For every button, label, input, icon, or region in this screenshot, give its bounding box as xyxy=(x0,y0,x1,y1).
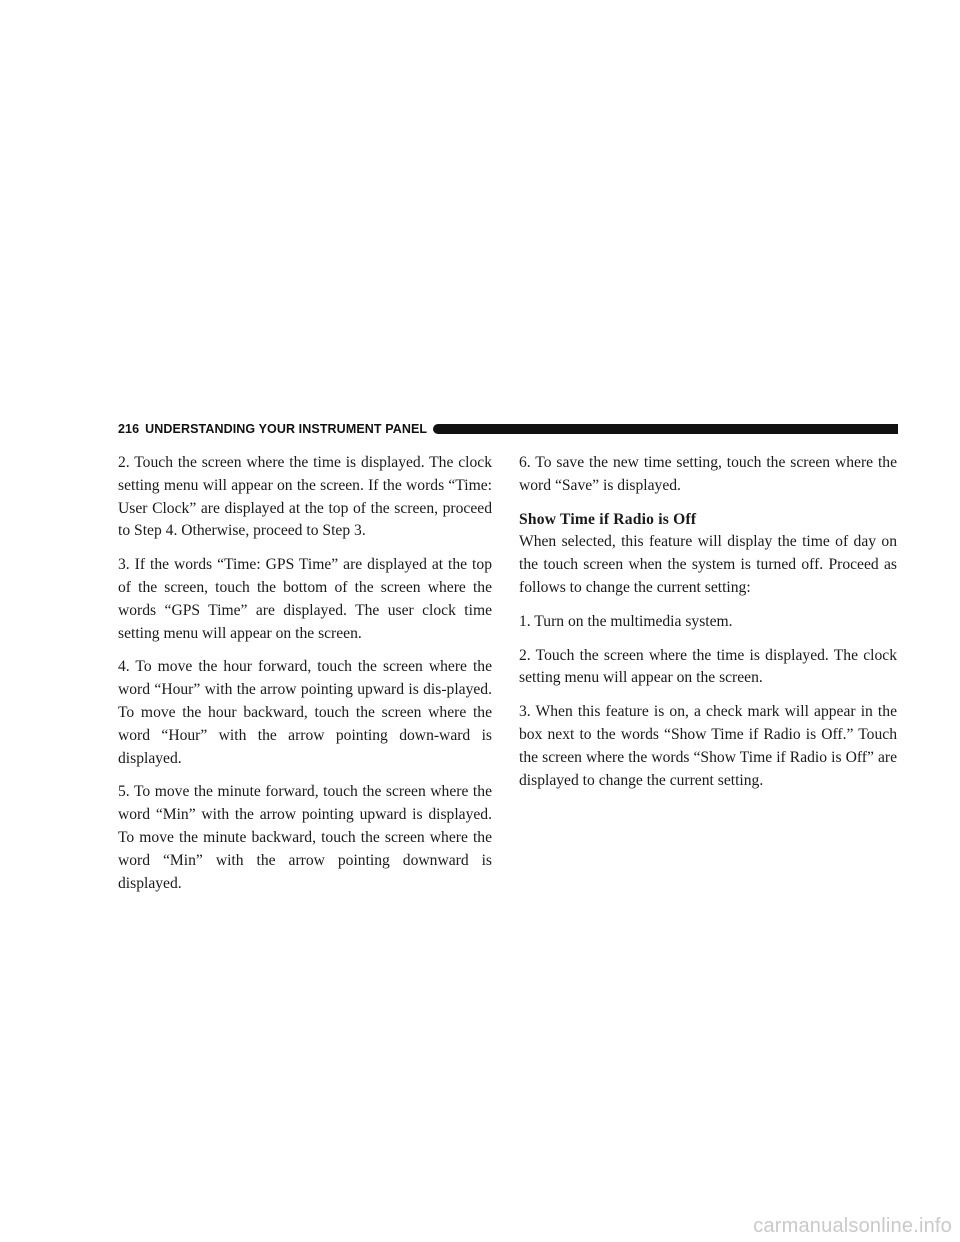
section-step-1-paragraph: 1. Turn on the multimedia system. xyxy=(519,612,733,630)
left-column xyxy=(118,452,492,906)
step-6-paragraph: 6. To save the new time setting, touch the screen where the word “Save” is displayed. xyxy=(519,454,897,494)
page-header xyxy=(118,422,898,436)
step-3-paragraph: 3. If the words “Time: GPS Time” are displayed at the top of the screen, touch the bottom of the screen where the words “GPS Time” are displayed. The user clock time setting menu will appear on the screen. xyxy=(118,556,492,642)
right-column xyxy=(519,452,897,803)
step-2-paragraph: 2. Touch the screen where the time is displayed. The clock setting menu will appear on the screen. If the words “Time: User Clock” are displayed at the top of the screen, proceed to Step 4. Otherwise, proceed to Step 3. xyxy=(118,454,492,540)
page-number: 216 xyxy=(118,422,140,436)
section-title: UNDERSTANDING YOUR INSTRUMENT PANEL xyxy=(145,422,428,436)
step-4-paragraph: 4. To move the hour forward, touch the screen where the word “Hour” with the arrow pointing upward is dis-played. To move the hour backward, touch the screen where the word “Hour” with the arrow pointing down-ward is displayed. xyxy=(118,658,492,767)
section-intro-paragraph: When selected, this feature will display the time of day on the touch screen when the system is turned off. Proceed as follows to change the current setting: xyxy=(519,533,897,596)
watermark: carmanualsonline.info xyxy=(753,1215,952,1237)
section-step-3-paragraph: 3. When this feature is on, a check mark will appear in the box next to the words “Show Time if Radio is Off.” Touch the screen where the words “Show Time if Radio is Off” are displayed to change the current setting. xyxy=(519,703,897,789)
header-text xyxy=(118,422,427,436)
step-5-paragraph: 5. To move the minute forward, touch the screen where the word “Min” with the arrow pointing upward is displayed. To move the minute backward, touch the screen where the word “Min” with the arrow pointing downward is displayed. xyxy=(118,783,492,892)
section-step-2-paragraph: 2. Touch the screen where the time is displayed. The clock setting menu will appear on the screen. xyxy=(519,646,897,687)
section-heading: Show Time if Radio is Off xyxy=(519,510,697,528)
header-rule xyxy=(433,424,898,434)
